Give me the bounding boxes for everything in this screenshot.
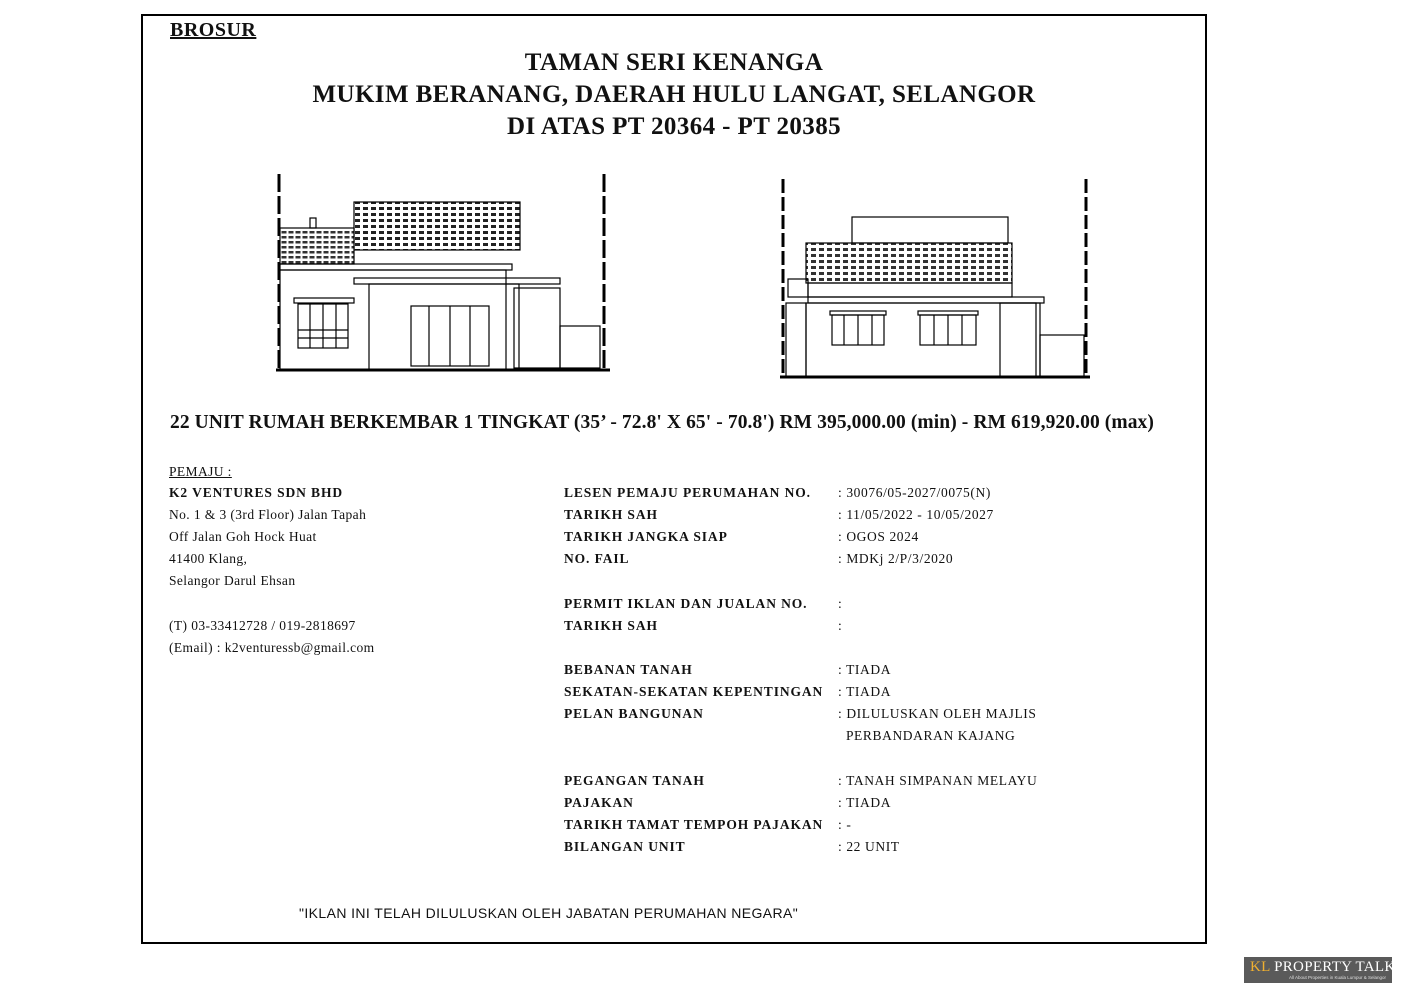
house-side-elevation-drawing	[778, 175, 1092, 381]
developer-name: K2 VENTURES SDN BHD	[169, 485, 344, 500]
detail-value: : TIADA	[838, 795, 892, 810]
detail-label: BILANGAN UNIT	[564, 839, 686, 854]
logo-brand: PROPERTY TALK	[1274, 959, 1396, 975]
detail-value: PERBANDARAN KAJANG	[838, 728, 1016, 743]
detail-label: TARIKH SAH	[564, 507, 658, 522]
house-front-elevation-drawing	[274, 170, 610, 378]
developer-email: (Email) : k2venturessb@gmail.com	[169, 640, 375, 655]
developer-address-line: Off Jalan Goh Hock Huat	[169, 529, 317, 544]
detail-label: PERMIT IKLAN DAN JUALAN NO.	[564, 596, 808, 611]
detail-label: PAJAKAN	[564, 795, 634, 810]
detail-value: : TIADA	[838, 684, 892, 699]
developer-phone: (T) 03-33412728 / 019-2818697	[169, 618, 356, 633]
title-project: TAMAN SERI KENANGA	[524, 49, 824, 76]
detail-label: PEGANGAN TANAH	[564, 773, 705, 788]
detail-value: : 11/05/2022 - 10/05/2027	[838, 507, 994, 522]
detail-label: SEKATAN-SEKATAN KEPENTINGAN	[564, 684, 824, 699]
developer-address-line: 41400 Klang,	[169, 551, 248, 566]
detail-value: : TIADA	[838, 662, 892, 677]
detail-label: TARIKH TAMAT TEMPOH PAJAKAN	[564, 817, 824, 832]
developer-address-line: Selangor Darul Ehsan	[169, 573, 296, 588]
title-location: MUKIM BERANANG, DAERAH HULU LANGAT, SELANGOR	[312, 81, 1036, 108]
detail-value: : 30076/05-2027/0075(N)	[838, 485, 991, 500]
detail-label: BEBANAN TANAH	[564, 662, 693, 677]
detail-label: LESEN PEMAJU PERUMAHAN NO.	[564, 485, 811, 500]
kl-property-talk-logo	[1244, 957, 1396, 983]
detail-value: : -	[838, 817, 852, 832]
developer-heading: PEMAJU :	[169, 464, 232, 479]
detail-label: NO. FAIL	[564, 551, 630, 566]
logo-kl: KL	[1250, 959, 1271, 975]
detail-value: :	[838, 618, 843, 633]
detail-value: : OGOS 2024	[838, 529, 919, 544]
detail-label: PELAN BANGUNAN	[564, 706, 704, 721]
detail-value: :	[838, 596, 843, 611]
developer-address-line: No. 1 & 3 (3rd Floor) Jalan Tapah	[169, 507, 367, 522]
detail-label: TARIKH JANGKA SIAP	[564, 529, 728, 544]
detail-value: : MDKj 2/P/3/2020	[838, 551, 954, 566]
detail-value: : 22 UNIT	[838, 839, 900, 854]
brosur-label: BROSUR	[170, 19, 257, 41]
logo-tagline: All About Properties in Kuala Lumpur & Selangor	[1288, 975, 1386, 980]
unit-price-line: 22 UNIT RUMAH BERKEMBAR 1 TINGKAT (35’ - 72.8' X 65' - 70.8') RM 395,000.00 (min) - RM 619,920.00 (max)	[170, 412, 1154, 433]
detail-value: : DILULUSKAN OLEH MAJLIS	[838, 706, 1037, 721]
approval-footer: "IKLAN INI TELAH DILULUSKAN OLEH JABATAN PERUMAHAN NEGARA"	[299, 905, 799, 921]
detail-label: TARIKH SAH	[564, 618, 658, 633]
detail-value: : TANAH SIMPANAN MELAYU	[838, 773, 1038, 788]
title-lot: DI ATAS PT 20364 - PT 20385	[507, 113, 841, 140]
